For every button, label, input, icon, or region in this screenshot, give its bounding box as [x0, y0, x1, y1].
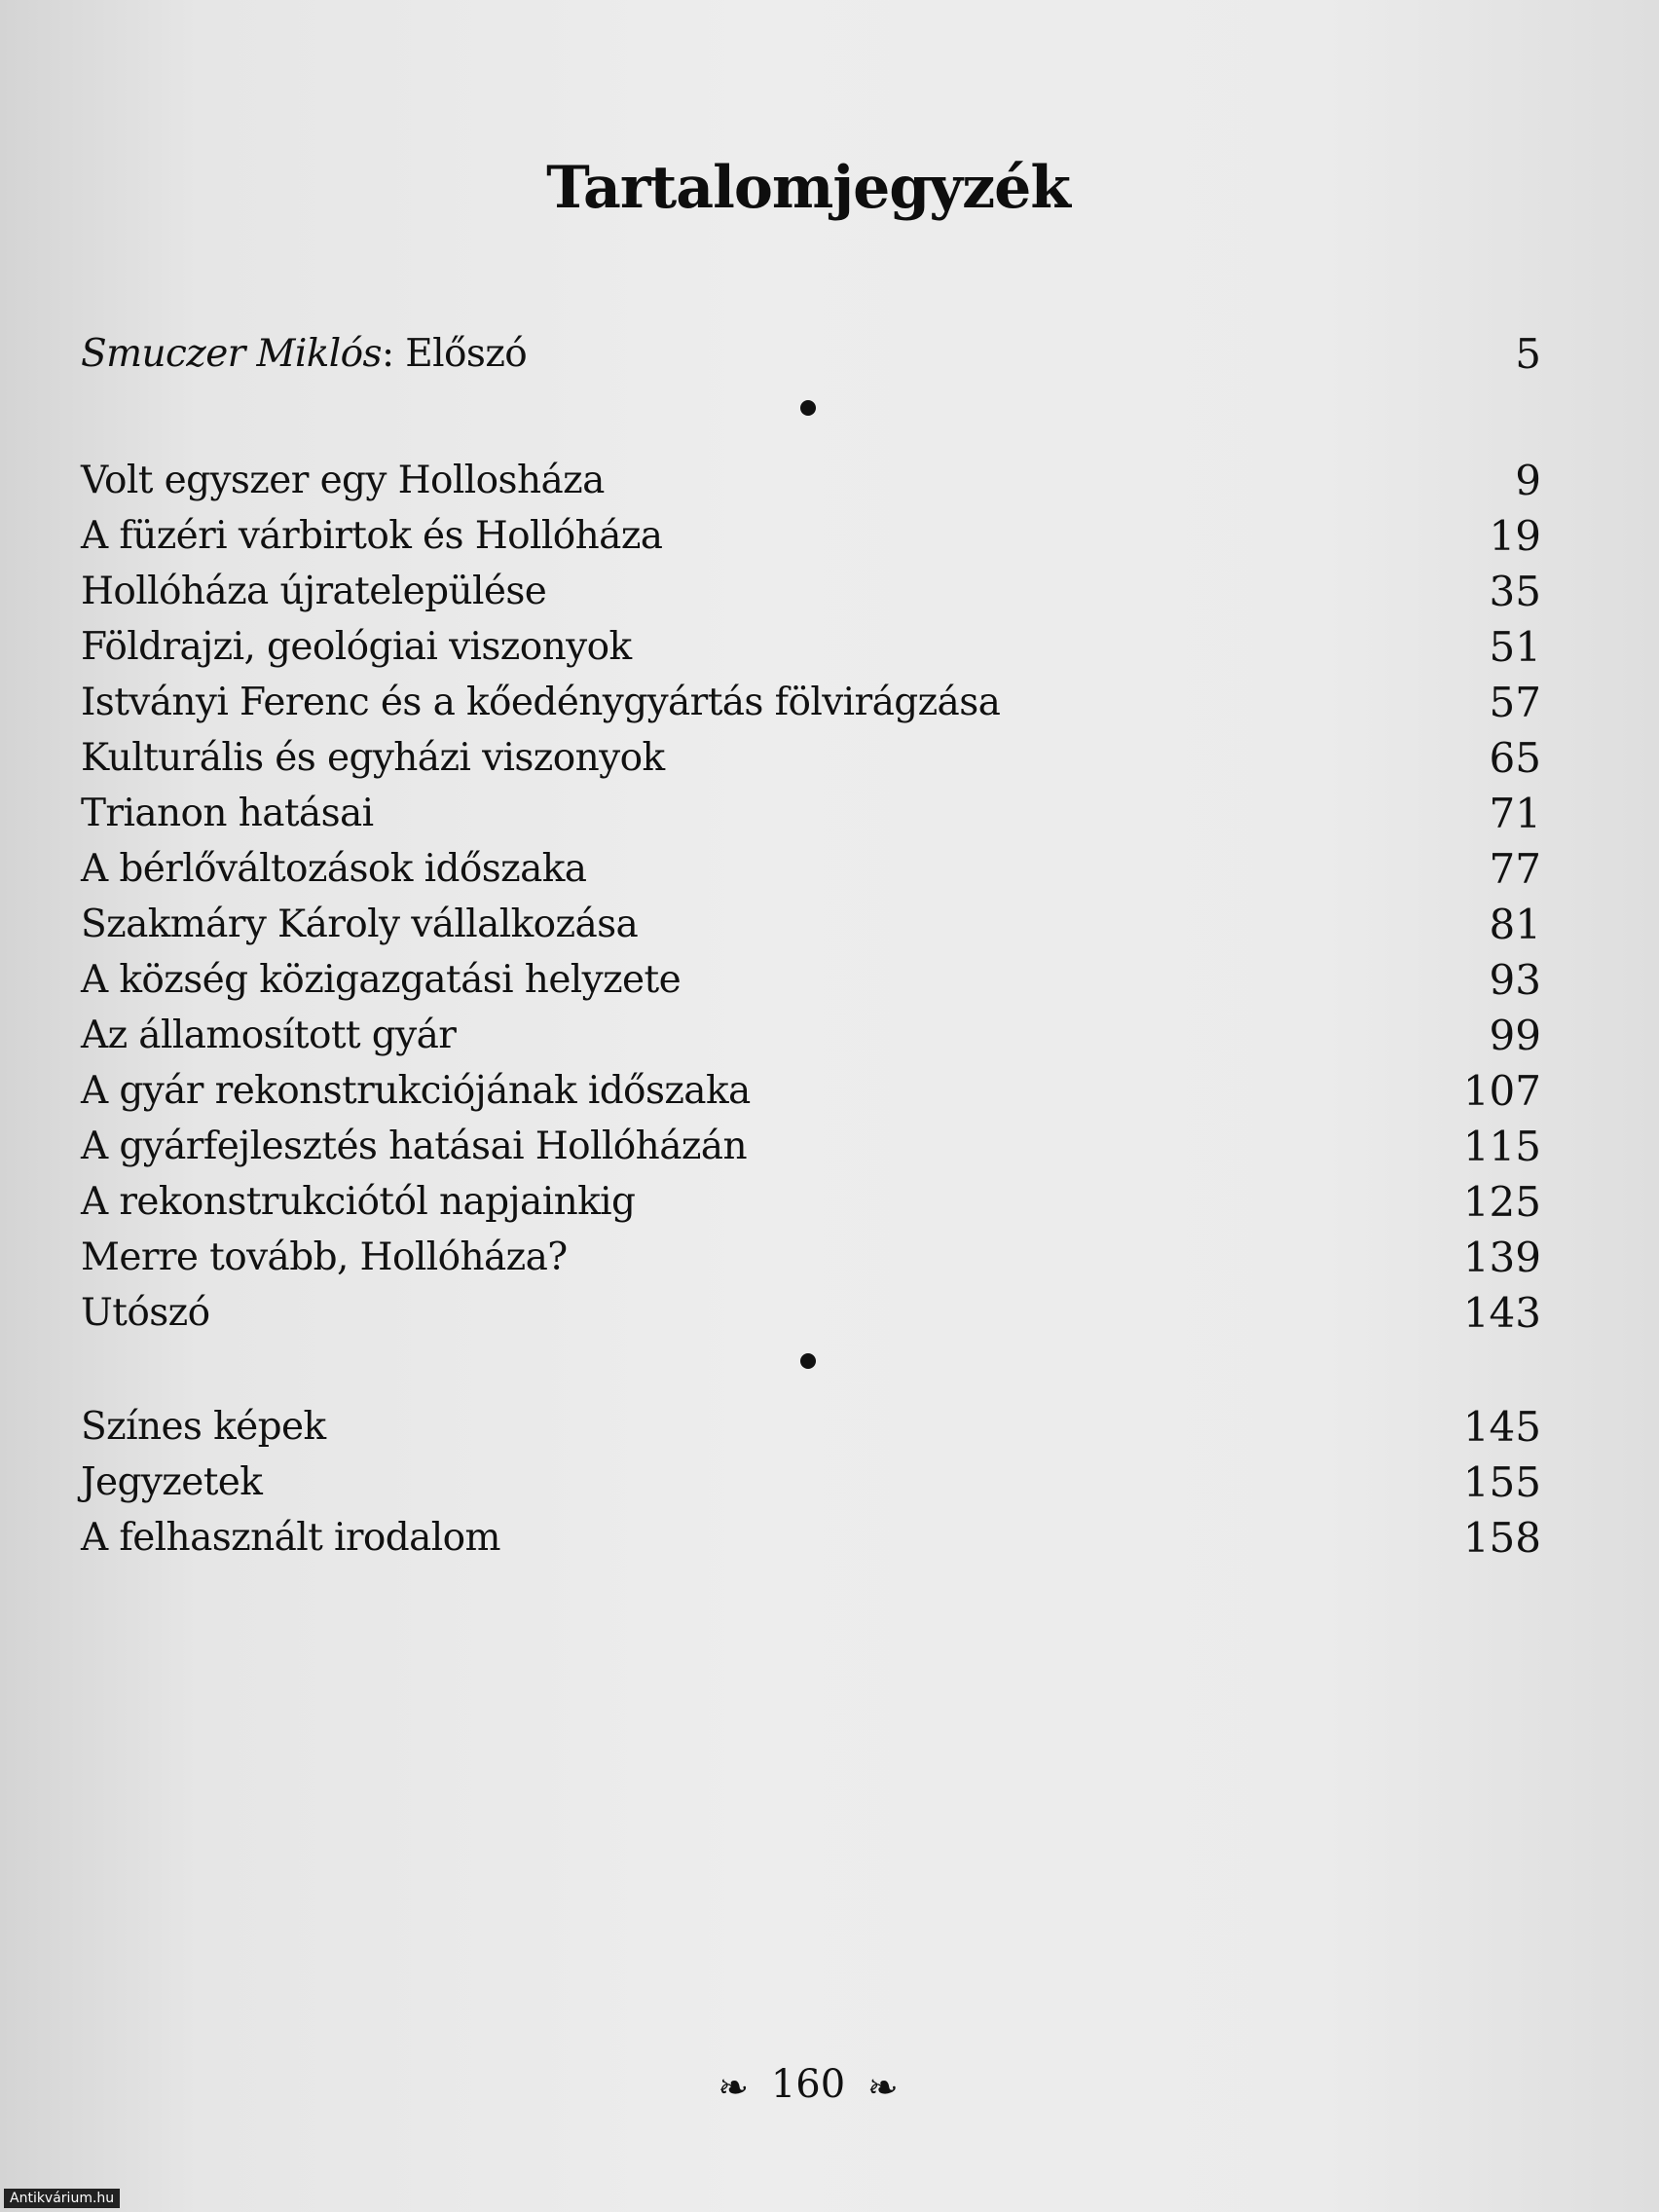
- toc-entry-page: 99: [1489, 1012, 1541, 1059]
- toc-entry-page: 35: [1489, 568, 1541, 615]
- toc-entry-page: 5: [1515, 330, 1541, 378]
- toc-entry: [81, 842, 1541, 897]
- toc-entry-label: Istványi Ferenc és a kőedénygyártás fölvirágzása: [81, 681, 1001, 724]
- toc-entry-label: Színes képek: [81, 1405, 326, 1449]
- toc-entry-page: 77: [1489, 845, 1541, 893]
- toc-entry-label: Merre tovább, Hollóháza?: [81, 1235, 568, 1279]
- preface-separator: :: [381, 332, 394, 376]
- toc-entry-label: Szakmáry Károly vállalkozása: [81, 903, 639, 946]
- toc-entry-page: 115: [1462, 1123, 1541, 1170]
- toc-entry: [81, 565, 1541, 619]
- toc-entry-label: Jegyzetek: [81, 1460, 263, 1504]
- toc-entry: [81, 1120, 1541, 1174]
- toc-entry-page: 65: [1489, 734, 1541, 782]
- toc-entry-label: A gyárfejlesztés hatásai Hollóházán: [81, 1124, 747, 1168]
- toc-entry: [81, 454, 1541, 508]
- section-divider-dot: [800, 1353, 816, 1369]
- toc-entry: [81, 509, 1541, 564]
- toc-entry-page: 145: [1462, 1403, 1541, 1451]
- ornament-left-icon: ❧: [718, 2066, 750, 2109]
- toc-entry-page: 155: [1462, 1458, 1541, 1506]
- toc-entry-label: A bérlőváltozások időszaka: [81, 847, 587, 891]
- toc-entry-label: A felhasznált irodalom: [81, 1516, 500, 1560]
- toc-entry-page: 93: [1489, 956, 1541, 1004]
- toc-entry-page: 143: [1462, 1289, 1541, 1337]
- toc-entry: [81, 1064, 1541, 1119]
- toc-entry-label: Utószó: [81, 1291, 210, 1335]
- watermark: Antikvárium.hu: [4, 2189, 120, 2208]
- toc-entry-page: 71: [1489, 790, 1541, 837]
- toc-entry-appendix: [81, 1456, 1541, 1510]
- toc-entry: [81, 1009, 1541, 1063]
- toc-entry-label: Hollóháza újratelepülése: [81, 570, 547, 613]
- toc-entry-label: A füzéri várbirtok és Hollóháza: [81, 514, 663, 558]
- toc-entry-appendix: [81, 1400, 1541, 1455]
- toc-entry-label: [81, 327, 527, 382]
- toc-entry-page: 139: [1462, 1234, 1541, 1281]
- page-footer: [0, 2062, 1616, 2109]
- preface-author: Smuczer Miklós: [81, 332, 382, 376]
- toc-entry-label: Volt egyszer egy Hollosháza: [81, 459, 605, 502]
- ornament-right-icon: ❧: [866, 2066, 899, 2109]
- toc-entry-page: 9: [1515, 457, 1541, 504]
- toc-entry-label: Az államosított gyár: [81, 1014, 457, 1057]
- toc-entry: [81, 1175, 1541, 1230]
- toc-entry: [81, 1286, 1541, 1341]
- toc-entry-label: Földrajzi, geológiai viszonyok: [81, 625, 632, 669]
- section-divider-dot: [800, 400, 816, 416]
- toc-entry-appendix: [81, 1511, 1541, 1566]
- page-title: Tartalomjegyzék: [546, 154, 1070, 222]
- page-number: 160: [770, 2062, 846, 2107]
- toc-entry-page: 51: [1489, 623, 1541, 671]
- toc-entry: [81, 1231, 1541, 1285]
- toc-entry: [81, 953, 1541, 1008]
- toc-entry-page: 19: [1489, 512, 1541, 560]
- preface-title: Előszó: [393, 332, 528, 376]
- toc-entry-page: 158: [1462, 1514, 1541, 1562]
- toc-entry-label: A rekonstrukciótól napjainkig: [81, 1180, 636, 1224]
- toc-entry-page: 125: [1462, 1178, 1541, 1226]
- toc-entry-page: 107: [1462, 1067, 1541, 1115]
- toc-entry: [81, 787, 1541, 841]
- toc-entry: [81, 898, 1541, 952]
- toc-entry-page: 57: [1489, 679, 1541, 726]
- toc-entry-page: 81: [1489, 901, 1541, 948]
- toc-entry-label: A gyár rekonstrukciójának időszaka: [81, 1069, 751, 1113]
- toc-entry-label: Trianon hatásai: [81, 792, 374, 835]
- toc-entry: [81, 731, 1541, 786]
- toc-entry-label: A község közigazgatási helyzete: [81, 958, 682, 1002]
- toc-entry: [81, 676, 1541, 730]
- toc-entry-preface: [81, 327, 1541, 382]
- toc-entry: [81, 620, 1541, 675]
- toc-entry-label: Kulturális és egyházi viszonyok: [81, 736, 665, 780]
